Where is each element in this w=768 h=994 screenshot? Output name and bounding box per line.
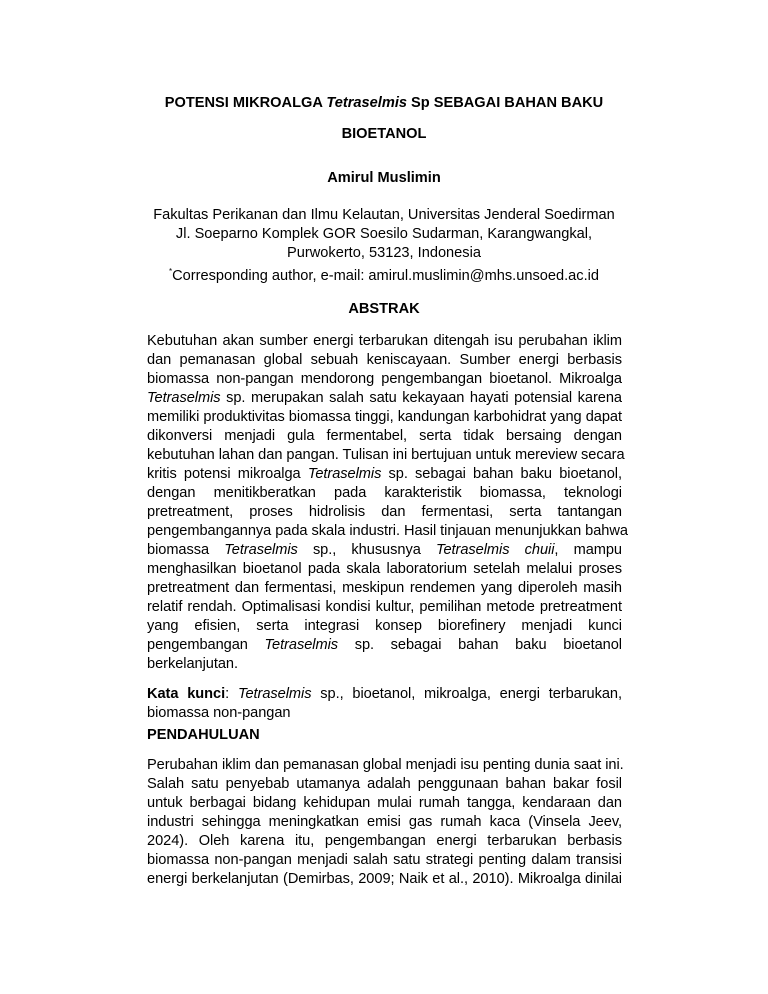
abstract-line bbox=[147, 389, 622, 408]
intro-line: industri sehingga meningkatkan emisi gas rumah kaca (Vinsela Jeev, bbox=[147, 814, 622, 830]
species-name: Tetraselmis bbox=[224, 542, 298, 558]
abstract-line bbox=[147, 579, 622, 598]
abstract-heading: ABSTRAK bbox=[348, 301, 420, 317]
abstract-line bbox=[147, 427, 622, 446]
affiliation-line-1: Fakultas Perikanan dan Ilmu Kelautan, Universitas Jenderal Soedirman bbox=[153, 207, 615, 223]
paper-title-line-2: BIOETANOL bbox=[341, 126, 427, 142]
abstract-line bbox=[147, 332, 622, 351]
corresponding-mark: * bbox=[169, 267, 173, 276]
abstract-text: kebutuhan lahan dan pangan. Tulisan ini bertujuan untuk mereview secara bbox=[147, 447, 625, 463]
abstract-text: yang efisien, serta integrasi konsep biorefinery menjadi kunci bbox=[147, 618, 622, 634]
abstract-line bbox=[147, 408, 622, 427]
abstract-text: sp., khususnya bbox=[297, 542, 436, 558]
abstract-text: pretreatment dan fermentasi, meskipun rendemen yang diperoleh masih bbox=[147, 580, 622, 596]
abstract-line bbox=[147, 598, 622, 617]
abstract-line bbox=[147, 617, 622, 636]
abstract-line bbox=[147, 370, 622, 389]
abstract-line bbox=[147, 446, 625, 465]
abstract-text: , mampu bbox=[554, 542, 622, 558]
keywords-label: Kata kunci bbox=[147, 686, 226, 702]
corresponding-author bbox=[0, 262, 768, 286]
abstract-text: dikonversi menjadi gula fermentabel, serta tidak bersaing dengan bbox=[147, 428, 622, 444]
abstract-text: memiliki produktivitas biomassa tinggi, kandungan karbohidrat yang dapat bbox=[147, 409, 622, 425]
author-name: Amirul Muslimin bbox=[327, 170, 441, 186]
abstract-text: menghasilkan bioetanol pada skala laboratorium setelah melalui proses bbox=[147, 561, 622, 577]
affiliation-line-3: Purwokerto, 53123, Indonesia bbox=[287, 245, 481, 261]
abstract-text: biomassa bbox=[147, 542, 225, 558]
abstract-text: kritis potensi mikroalga bbox=[147, 466, 308, 482]
introduction-heading: PENDAHULUAN bbox=[147, 727, 260, 743]
corresponding-email-text: Corresponding author, e-mail: amirul.muslimin@mhs.unsoed.ac.id bbox=[172, 268, 599, 284]
abstract-line bbox=[147, 560, 622, 579]
intro-line: Perubahan iklim dan pemanasan global menjadi isu penting dunia saat ini. bbox=[147, 757, 624, 773]
abstract-line bbox=[147, 522, 628, 541]
intro-line: untuk berbagai bidang kehidupan mulai rumah tangga, kendaraan dan bbox=[147, 795, 622, 811]
intro-line: Salah satu penyebab utamanya adalah penggunaan bahan bakar fosil bbox=[147, 776, 622, 792]
title-text-post: Sp SEBAGAI BAHAN BAKU bbox=[407, 95, 604, 111]
species-name: Tetraselmis bbox=[147, 390, 221, 406]
abstract-text: dan pemanasan global sebuah keniscayaan. Sumber energi berbasis bbox=[147, 352, 622, 368]
keyword-species: Tetraselmis bbox=[237, 686, 312, 702]
intro-line: 2024). Oleh karena itu, pengembangan energi terbarukan berbasis bbox=[147, 833, 622, 849]
abstract-text: biomassa non-pangan mendorong pengembangan bioetanol. Mikroalga bbox=[147, 371, 622, 387]
abstract-line bbox=[147, 351, 622, 370]
abstract-text: sp. sebagai bahan baku bioetanol bbox=[338, 637, 622, 653]
abstract-line bbox=[147, 465, 622, 484]
species-name: Tetraselmis bbox=[307, 466, 382, 482]
title-text-pre: POTENSI MIKROALGA bbox=[164, 95, 327, 111]
abstract-line bbox=[147, 541, 622, 560]
abstract-text: pretreatment, proses hidrolisis dan fermentasi, serta tantangan bbox=[147, 504, 622, 520]
abstract-line bbox=[147, 503, 622, 522]
abstract-text: relatif rendah. Optimalisasi kondisi kultur, pemilihan metode pretreatment bbox=[147, 599, 622, 615]
abstract-text: pengembangan bbox=[147, 637, 265, 653]
paper-title-line-1 bbox=[0, 93, 768, 113]
abstract-text: sp. sebagai bahan baku bioetanol, bbox=[381, 466, 622, 482]
abstract-text: pengembangannya pada skala industri. Hasil tinjauan menunjukkan bahwa bbox=[147, 523, 628, 539]
abstract-text: berkelanjutan. bbox=[147, 656, 238, 672]
keywords-colon: : bbox=[225, 686, 238, 702]
intro-line: biomassa non-pangan menjadi salah satu strategi penting dalam transisi bbox=[147, 852, 622, 868]
affiliation-line-2: Jl. Soeparno Komplek GOR Soesilo Sudarman, Karangwangkal, bbox=[175, 226, 593, 242]
abstract-line bbox=[147, 636, 622, 655]
intro-line: energi berkelanjutan (Demirbas, 2009; Naik et al., 2010). Mikroalga dinilai bbox=[147, 871, 622, 887]
abstract-line bbox=[147, 655, 622, 674]
abstract-line bbox=[147, 484, 622, 503]
abstract-text: Kebutuhan akan sumber energi terbarukan ditengah isu perubahan iklim bbox=[147, 333, 622, 349]
keywords-line-1 bbox=[147, 685, 622, 704]
title-species-name: Tetraselmis bbox=[326, 95, 407, 111]
keywords-line-2: biomassa non-pangan bbox=[147, 705, 291, 721]
species-name: Tetraselmis chuii bbox=[435, 542, 555, 558]
species-name: Tetraselmis bbox=[264, 637, 339, 653]
abstract-text: sp. merupakan salah satu kekayaan hayati potensial karena bbox=[220, 390, 622, 406]
abstract-text: dengan menitikberatkan pada karakteristik biomassa, teknologi bbox=[147, 485, 622, 501]
keywords-text: sp., bioetanol, mikroalga, energi terbarukan, bbox=[311, 686, 622, 702]
